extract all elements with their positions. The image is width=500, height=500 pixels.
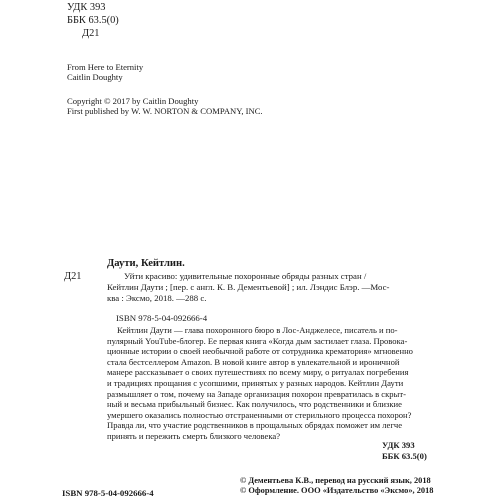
biblio-line: Уйти красиво: удивительные похоронные обряды разных стран / (124, 271, 367, 281)
annotation-line: ный и весьма прибыльный бизнес. Как получилось, что родственники и близкие (107, 399, 402, 410)
isbn-catalog: ISBN 978-5-04-092666-4 (116, 313, 208, 323)
copyright-line: Copyright © 2017 by Caitlin Doughty (67, 96, 199, 106)
copyright-notices (240, 476, 433, 497)
isbn-bottom: ISBN 978-5-04-092666-4 (62, 488, 154, 498)
biblio-line: Кейтлин Даути ; [пер. с англ. К. В. Дементьевой] ; ил. Лэндис Блэр. —Мос- (107, 281, 390, 292)
annotation-line: размышляет о том, почему на Западе организация похорон превратилась в скрыт- (107, 388, 406, 399)
original-copyright (67, 96, 263, 117)
original-edition-info (67, 62, 143, 83)
annotation-line: Кейтлин Даути — глава похоронного бюро в Лос-Анджелесе, писатель и по- (117, 325, 398, 335)
annotation-line: манере рассказывает о своих путешествиях по всему миру, о ритуалах погребения (107, 367, 409, 378)
original-author: Caitlin Doughty (67, 72, 123, 83)
udk-code: УДК 393 (67, 2, 106, 13)
original-title: From Here to Eternity (67, 62, 144, 72)
first-published-line: First published by W. W. NORTON & COMPANY, INC. (67, 106, 263, 117)
annotation-line: пулярный YouTube-блогер. Ее первая книга «Когда дым застилает глаза. Провока- (107, 335, 408, 346)
catalog-heading: Даути, Кейтлин. (107, 258, 185, 269)
bibliographic-description (107, 271, 442, 303)
annotation-line: умершего оказались полностью отстраненными от стерильного процесса похорон? (107, 409, 412, 420)
udk-code: УДК 393 (382, 440, 415, 450)
author-mark-side: Д21 (64, 271, 82, 282)
annotation-line: принять и пережить смерть близкого человека? (107, 430, 281, 441)
annotation-line: Правда ли, что участие родственников в прощальных обрядах поможет им легче (107, 420, 403, 431)
classification-codes-top (67, 2, 119, 28)
annotation-line: и традициях прощания с усопшими, принятых у разных народов. Кейтлин Даути (107, 377, 404, 388)
author-mark-top: Д21 (82, 28, 100, 39)
annotation (107, 325, 443, 442)
bbk-code: ББК 63.5(0) (382, 450, 427, 461)
translation-copyright: © Дементьева К.В., перевод на русский язык, 2018 (240, 476, 431, 485)
design-copyright: © Оформление. ООО «Издательство «Эксмо», 2018 (240, 486, 434, 496)
annotation-line: ционные истории о своей необычной работе от сотрудника крематория» мгновенно (107, 346, 413, 357)
annotation-line: стала бестселлером Amazon. В новой книге автор в увлекательной и ироничной (107, 356, 400, 367)
classification-codes-bottom (382, 440, 427, 461)
biblio-line: ква : Эксмо, 2018. —288 с. (107, 292, 207, 303)
bbk-code: ББК 63.5(0) (67, 14, 119, 26)
